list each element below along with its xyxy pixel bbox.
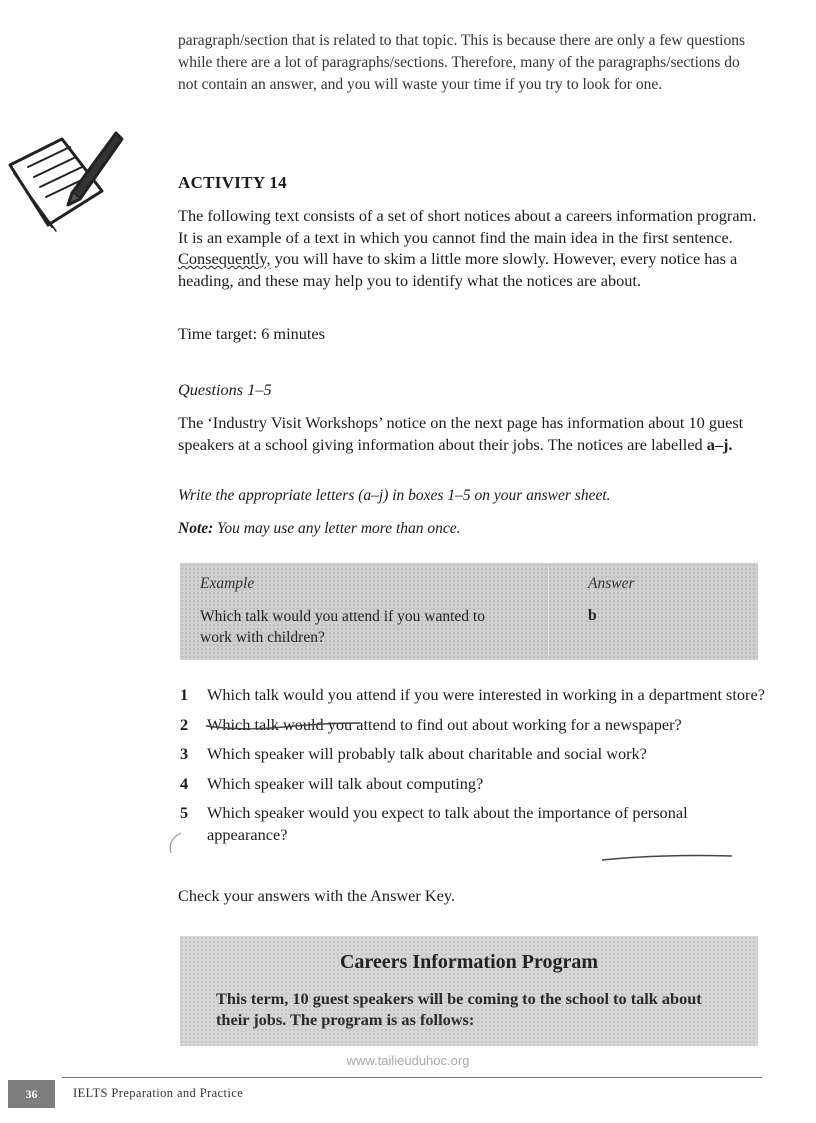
questions-intro: The ‘Industry Visit Workshops’ notice on the next page has information about 10 guest speakers at a school giving information about their jobs. The notices are labelled a–j.	[178, 413, 744, 454]
question-text: Which speaker will probably talk about charitable and social work?	[207, 744, 647, 764]
example-label: Example	[200, 575, 255, 592]
footer-divider	[62, 1077, 762, 1078]
check-answers: Check your answers with the Answer Key.	[178, 886, 456, 905]
careers-body: This term, 10 guest speakers will be coming to the school to talk about their jobs. The program is as follows:	[216, 989, 702, 1029]
example-divider	[548, 567, 549, 656]
question-list	[178, 684, 768, 854]
intro-paragraph: paragraph/section that is related to that topic. This is because there are only a few questions while there are a lot of paragraphs/sections. Therefore, many of the paragraphs/sections do not contain an answer, and you will waste your time if you try to look for one.	[178, 32, 745, 93]
handwritten-bracket	[163, 830, 185, 856]
answer-label: Answer	[588, 575, 635, 592]
page-number: 36	[8, 1080, 55, 1108]
example-question: Which talk would you attend if you wanted to work with children?	[200, 608, 485, 646]
instruction: Write the appropriate letters (a–j) in boxes 1–5 on your answer sheet.	[178, 487, 611, 504]
question-text: Which speaker will talk about computing?	[207, 773, 484, 793]
question-number: 3	[180, 744, 189, 764]
question-number: 4	[180, 773, 189, 793]
question-item	[178, 743, 768, 765]
activity-body: The following text consists of a set of short notices about a careers information program. It is an example of a text in which you cannot find the main idea in the first sentence. Consequently, you will have to skim a little more slowly. However, every notice has a heading, and these may help you to identify what the notices are about.	[178, 206, 757, 290]
question-item	[178, 773, 768, 795]
time-target: Time target: 6 minutes	[178, 324, 325, 343]
example-box	[180, 563, 758, 660]
activity-heading: ACTIVITY 14	[178, 173, 287, 192]
book-title: IELTS Preparation and Practice	[73, 1086, 244, 1100]
question-number: 2	[180, 714, 189, 734]
question-item	[178, 802, 768, 845]
handwritten-underline	[204, 718, 364, 732]
question-text: Which speaker would you expect to talk about the importance of personal appearance?	[207, 803, 688, 844]
careers-title: Careers Information Program	[339, 951, 599, 973]
careers-notice	[180, 936, 758, 1046]
questions-heading: Questions 1–5	[178, 380, 272, 399]
notepad-pencil-icon	[4, 127, 126, 247]
question-item	[178, 684, 768, 706]
question-number: 5	[180, 803, 189, 823]
example-answer: b	[588, 607, 597, 624]
handwritten-underline	[600, 850, 735, 864]
question-text: Which talk would you attend if you were interested in working in a department store?	[207, 685, 765, 704]
question-text: Which talk would you attend to find out about working for a newspaper?	[207, 714, 682, 734]
underlined-word: Consequently,	[178, 249, 271, 269]
question-number: 1	[180, 685, 189, 704]
note: Note: You may use any letter more than once.	[178, 520, 461, 537]
watermark-link[interactable]: www.tailieuduhoc.org	[346, 1053, 470, 1068]
